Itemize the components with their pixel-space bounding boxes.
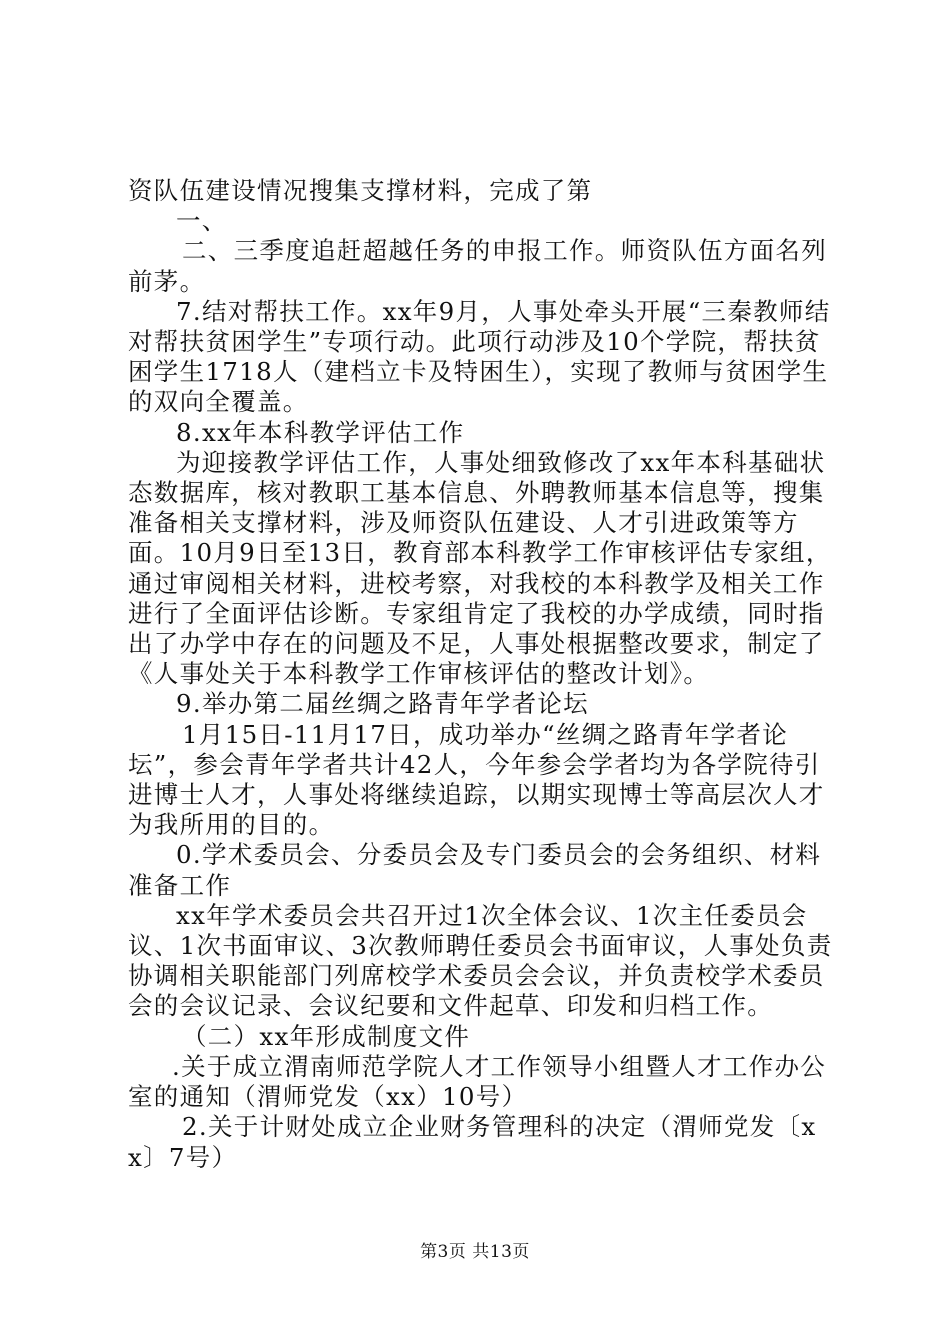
paragraph-item-7: 7.结对帮扶工作。xx年9月，人事处牵头开展“三秦教师结对帮扶贫困学生”专项行动。此项行动涉及10个学院，帮扶贫困学生1718人（建档立卡及特困生），实现了教师与贫困学生的双向全覆盖。 xyxy=(128,296,831,417)
paragraph-document-2: 2.关于计财处成立企业财务管理科的决定（渭师党发〔xx〕7号） xyxy=(128,1112,817,1172)
paragraph-section-2-heading: （二）xx年形成制度文件 xyxy=(182,1021,471,1051)
document-body xyxy=(128,176,838,1173)
paragraph-quarter-report: 二、三季度追赶超越任务的申报工作。师资队伍方面名列前茅。 xyxy=(128,236,827,296)
paragraph-continuation: 资队伍建设情况搜集支撑材料，完成了第 xyxy=(128,176,593,205)
paragraph-item-8-body: 为迎接教学评估工作，人事处细致修改了xx年本科基础状态数据库，核对教职工基本信息、外聘教师基本信息等，搜集准备相关支撑材料，涉及师资队伍建设、人才引进政策等方面。10月9日至13日，教育部本科教学工作审核评估专家组，通过审阅相关材料，进校考察，对我校的本科教学及相关工作进行了全面评估诊断。专家组肯定了我校的办学成绩，同时指出了办学中存在的问题及不足，人事处根据整改要求，制定了《人事处关于本科教学工作审核评估的整改计划》。 xyxy=(128,447,832,689)
page-number-footer: 第3页 共13页 xyxy=(420,1242,530,1262)
paragraph-item-8-heading: 8.xx年本科教学评估工作 xyxy=(176,417,465,447)
paragraph-document-1: .关于成立渭南师范学院人才工作领导小组暨人才工作办公室的通知（渭师党发（xx）10号） xyxy=(128,1051,827,1112)
paragraph-item-10-heading: 0.学术委员会、分委员会及专门委员会的会务组织、材料准备工作 xyxy=(128,840,822,900)
paragraph-list-marker-one: 一、 xyxy=(176,206,228,236)
paragraph-item-9-body: 1月15日-11月17日，成功举办“丝绸之路青年学者论坛”，参会青年学者共计42人，今年参会学者均为各学院待引进博士人才，人事处将继续追踪，以期实现博士等高层次人才为我所用的目的。 xyxy=(128,719,825,840)
paragraph-item-9-heading: 9.举办第二届丝绸之路青年学者论坛 xyxy=(176,689,589,719)
paragraph-item-10-body: xx年学术委员会共召开过1次全体会议、1次主任委员会议、1次书面审议、3次教师聘任委员会书面审议，人事处负责协调相关职能部门列席校学术委员会会议，并负责校学术委员会的会议记录、会议纪要和文件起草、印发和归档工作。 xyxy=(128,900,833,1021)
